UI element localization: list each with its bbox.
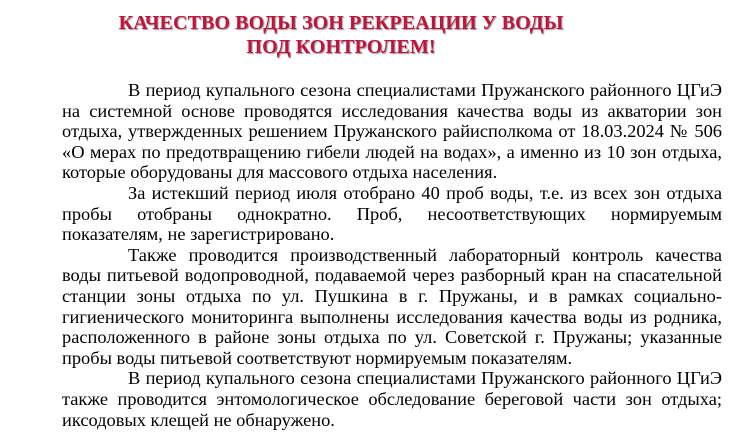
article-body [62, 80, 722, 430]
headline-line-1: КАЧЕСТВО ВОДЫ ЗОН РЕКРЕАЦИИ У ВОДЫ [118, 12, 564, 34]
headline-line-2: ПОД КОНТРОЛЕМ! [246, 36, 436, 58]
paragraph-sampling-program: В период купального сезона специалистами Пружанского районного ЦГиЭ на системной основе проводятся исследования качества воды из акватории зон отдыха, утвержденных решением Пружанского райисполкома от 18.03.2024 № 506 «О мерах по предотвращению гибели людей на водах», а именно из 10 зон отдыха, которые оборудованы для массового отдыха населения. [62, 80, 722, 183]
paragraph-july-results: За истекший период июля отобрано 40 проб воды, т.е. из всех зон отдыха пробы отобраны однократно. Проб, несоответствующих нормируемым показателям, не зарегистрировано. [62, 182, 722, 245]
paragraph-drinking-water-control: Также проводится производственный лабораторный контроль качества воды питьевой водопроводной, подаваемой через разборный кран на спасательной станции зоны отдыха по ул. Пушкина в г. Пружаны, и в рамках социально-гигиенического мониторинга выполнены исследования качества воды из родника, расположенного в районе зоны отдыха по ул. Советской г. Пружаны; указанные пробы воды питьевой соответствуют нормируемым показателям. [62, 244, 722, 368]
paragraph-entomology: В период купального сезона специалистами Пружанского районного ЦГиЭ также проводится энтомологическое обследование береговой части зон отдыха; иксодовых клещей не обнаружено. [62, 368, 722, 430]
